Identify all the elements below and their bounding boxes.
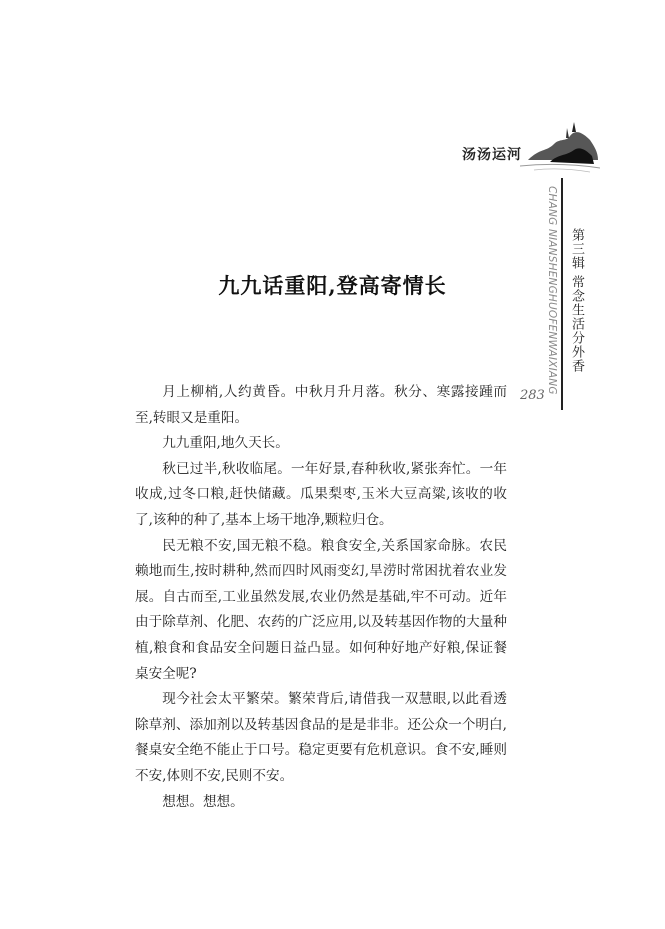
paragraph: 秋已过半,秋收临尾。一年好景,春种秋收,紧张奔忙。一年收成,过冬口粮,赶快储藏。瓜果梨枣,玉米大豆高粱,该收的收了,该种的种了,基本上场干地净,颗粒归仓。 [135,460,507,528]
paragraph: 民无粮不安,国无粮不稳。粮食安全,关系国家命脉。农民赖地而生,按时耕种,然而四时风雨变幻,旱涝时常困扰着农业发展。自古而至,工业虽然发展,农业仍然是基础,牢不可动。近年由于除草剂、化肥、农药的广泛应用,以及转基因作物的大量种植,粮食和食品安全问题日益凸显。如何种好地产好粮,保证餐桌安全呢? [135,537,507,682]
paragraph: 九九重阳,地久天长。 [162,435,289,452]
section-title: 汤汤运河 [462,147,522,163]
paragraph: 想想。想想。 [162,793,244,810]
paragraph: 月上柳梢,人约黄昏。中秋月升月落。秋分、寒露接踵而至,转眼又是重阳。 [135,384,507,426]
landscape-ink-illustration [520,118,600,178]
english-running-header: CHANG NIANSHENGHUOFENWAIXIANG [546,186,558,395]
paragraph: 现今社会太平繁荣。繁荣背后,请借我一双慧眼,以此看透除草剂、添加剂以及转基因食品的是是非非。还公众一个明白,餐桌安全绝不能止于口号。稳定更要有危机意识。食不安,睡则不安,体则不安,民则不安。 [135,691,507,784]
article-body [135,380,507,815]
page-number: 283 [520,388,545,403]
article-title: 九九话重阳,登高寄情长 [218,273,447,298]
chapter-running-header: 第三辑 常念生活分外香 [569,228,584,374]
